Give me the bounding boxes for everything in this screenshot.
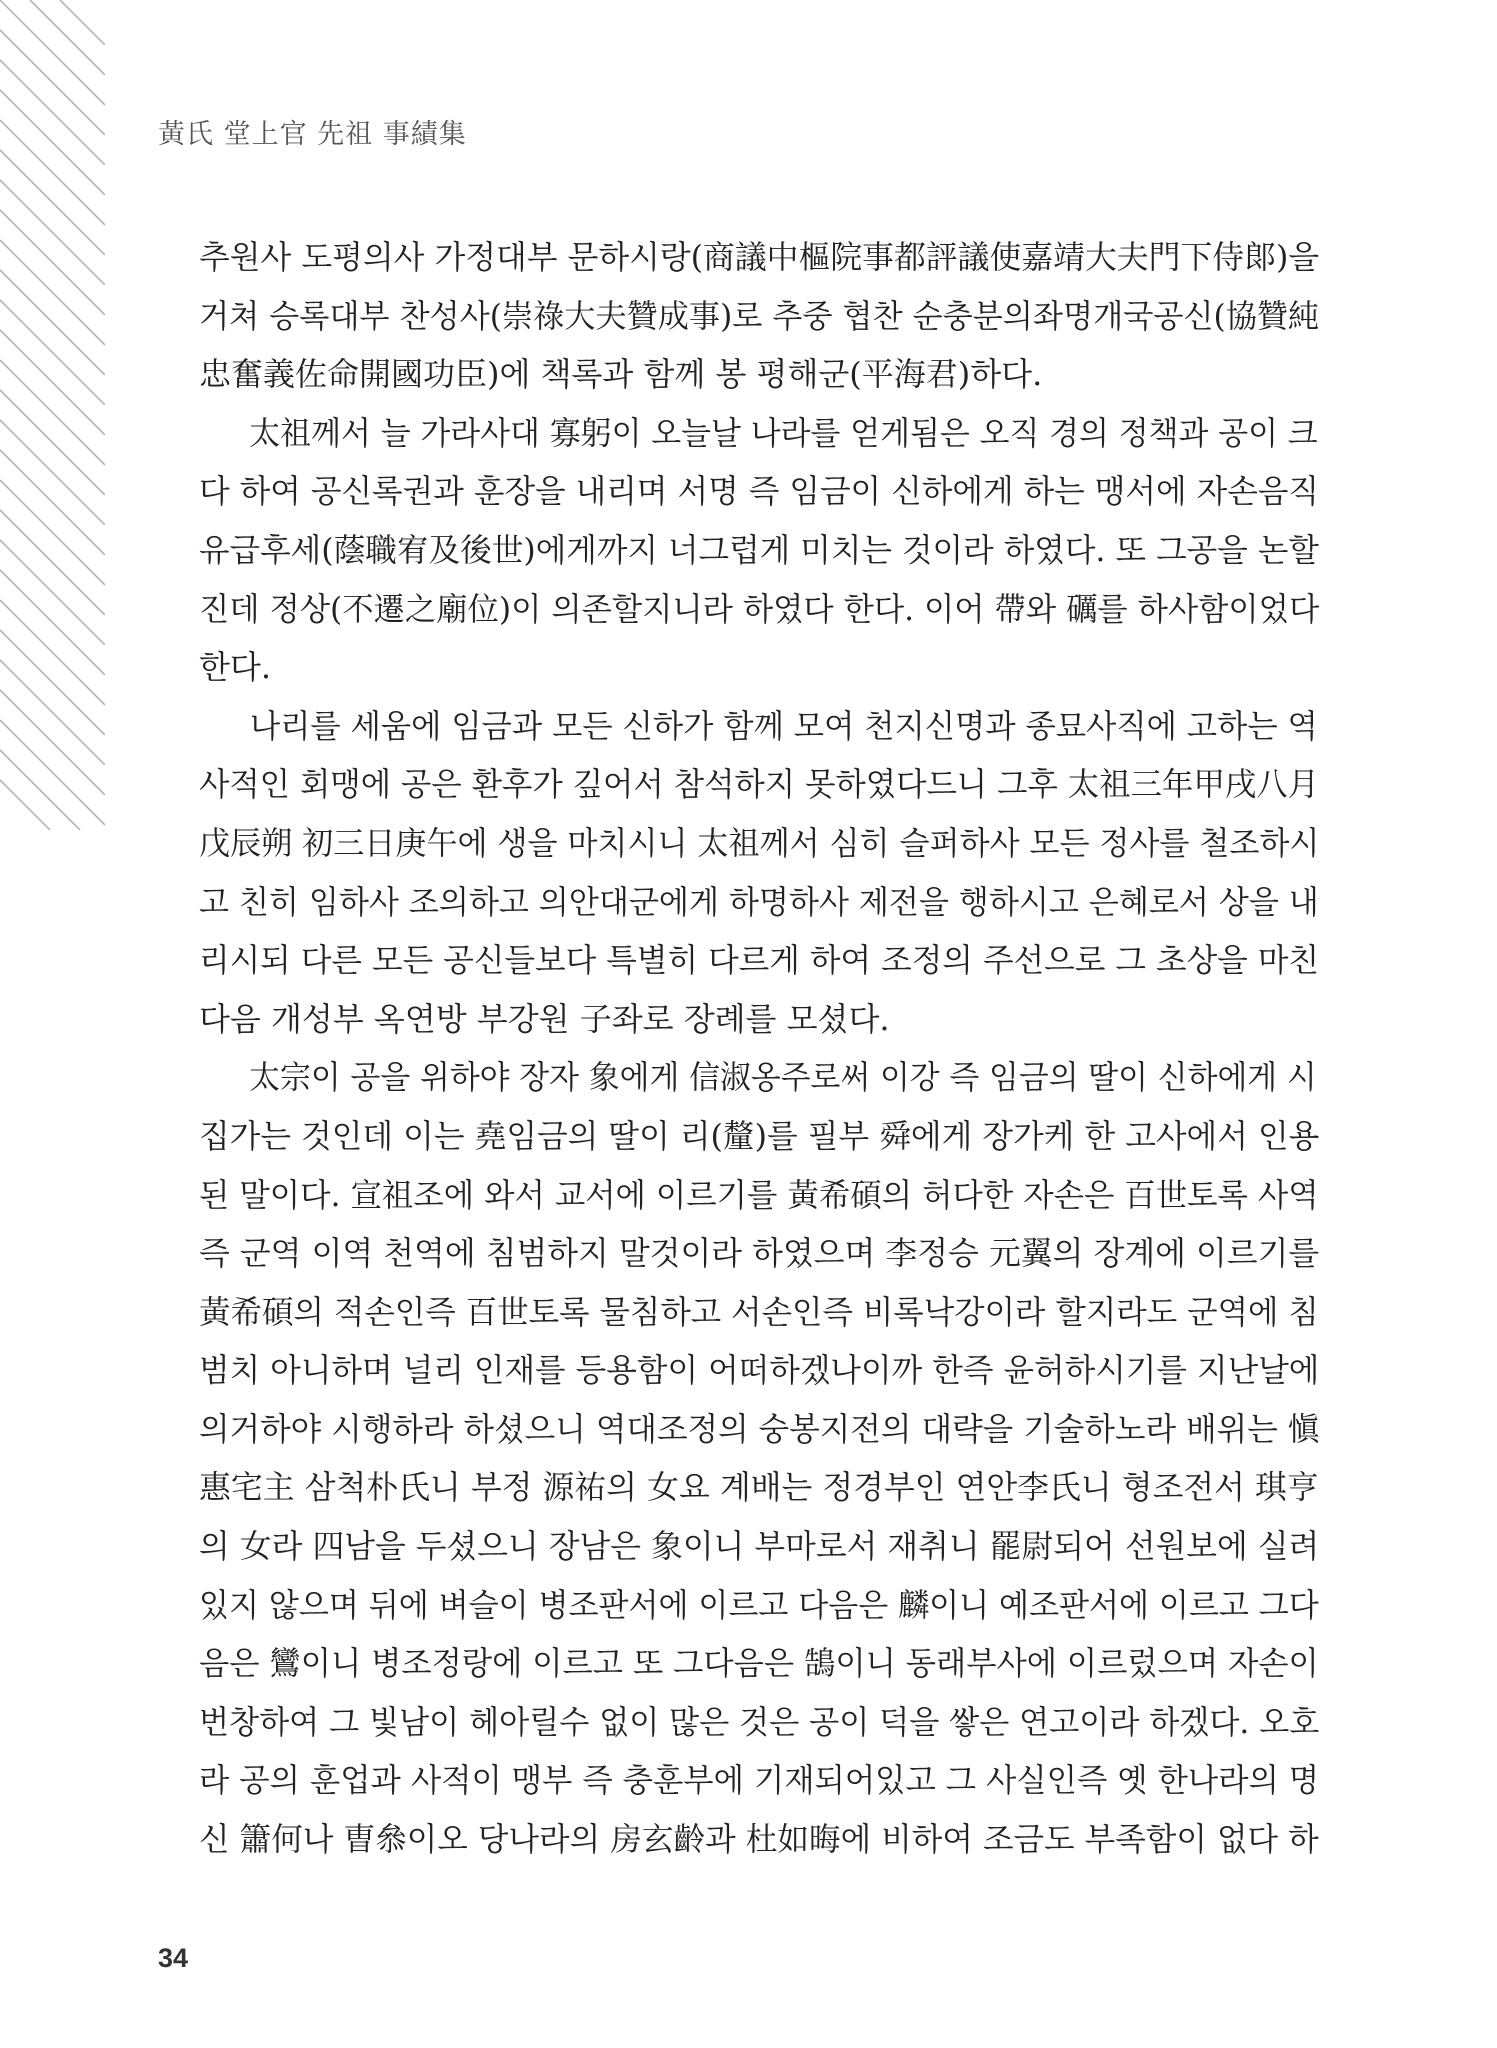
text-line: 黃希碩의 적손인즉 百世토록 물침하고 서손인즉 비록낙강이라 할지라도 군역에 침 <box>199 1292 1319 1331</box>
text-line: 라 공의 훈업과 사적이 맹부 즉 충훈부에 기재되어있고 그 사실인즉 옛 한나라의 명 <box>199 1761 1320 1800</box>
text-line: 추원사 도평의사 가정대부 문하시랑(商議中樞院事都評議使嘉靖大夫門下侍郞)을 <box>199 238 1320 276</box>
text-line: 의 女라 四남을 두셨으니 장남은 象이니 부마로서 재취니 罷尉되어 선원보에 실려 <box>199 1527 1320 1566</box>
text-line: 惠宅主 삼척朴氏니 부정 源祐의 女요 계배는 정경부인 연안李氏니 형조전서 琪亨 <box>199 1468 1319 1507</box>
corner-stripe-decoration <box>0 0 105 830</box>
text-line: 사적인 회맹에 공은 환후가 깊어서 참석하지 못하였다드니 그후 太祖三年甲戌八月 <box>199 765 1320 804</box>
body-text <box>199 228 1319 1869</box>
text-line: 된 말이다. 宣祖조에 와서 교서에 이르기를 黃希碩의 허다한 자손은 百世토록 사역 <box>199 1175 1319 1214</box>
text-line: 거쳐 승록대부 찬성사(崇祿大夫贊成事)로 추중 협찬 순충분의좌명개국공신(協贊純 <box>199 296 1320 335</box>
text-line: 있지 않으며 뒤에 벼슬이 병조판서에 이르고 다음은 麟이니 예조판서에 이르고 그다 <box>199 1585 1319 1624</box>
text-line: 의거하야 시행하라 하셨으니 역대조정의 숭봉지전의 대략을 기술하노라 배위는 愼 <box>199 1409 1320 1448</box>
text-line: 나리를 세움에 임금과 모든 신하가 함께 모여 천지신명과 종묘사직에 고하는 역 <box>249 706 1318 745</box>
text-line: 진데 정상(不遷之廟位)이 의존할지니라 하였다 한다. 이어 帶와 礪를 하사함이었다 <box>199 589 1320 628</box>
text-line: 다음 개성부 옥연방 부강원 子좌로 장례를 모셨다. <box>199 999 890 1038</box>
text-line: 집가는 것인데 이는 堯임금의 딸이 리(釐)를 필부 舜에게 장가케 한 고사에서 인용 <box>199 1116 1320 1155</box>
page-number: 34 <box>158 1943 189 1973</box>
running-header: 黃氏 堂上官 先祖 事績集 <box>158 119 467 150</box>
text-line: 음은 鸞이니 병조정랑에 이르고 또 그다음은 鵠이니 동래부사에 이르렀으며 자손이 <box>199 1644 1319 1683</box>
text-line: 범치 아니하며 널리 인재를 등용함이 어떠하겠나이까 한즉 윤허하시기를 지난날에 <box>199 1351 1320 1390</box>
text-line: 한다. <box>199 648 271 687</box>
text-line: 고 친히 임하사 조의하고 의안대군에게 하명하사 제전을 행하시고 은혜로서 상을 내 <box>199 882 1319 921</box>
text-line: 리시되 다른 모든 공신들보다 특별히 다르게 하여 조정의 주선으로 그 초상을 마친 <box>199 941 1320 980</box>
text-line: 忠奮義佐命開國功臣)에 책록과 함께 봉 평해군(平海君)하다. <box>199 355 1043 394</box>
text-line: 다 하여 공신록권과 훈장을 내리며 서명 즉 임금이 신하에게 하는 맹서에 자손음직 <box>199 472 1320 511</box>
text-line: 戊辰朔 初三日庚午에 생을 마치시니 太祖께서 심히 슬퍼하사 모든 정사를 철조하시 <box>199 823 1320 862</box>
text-line: 太宗이 공을 위하야 장자 象에게 信淑옹주로써 이강 즉 임금의 딸이 신하에게 시 <box>249 1058 1317 1097</box>
text-line: 太祖께서 늘 가라사대 寡躬이 오늘날 나라를 얻게됨은 오직 경의 정책과 공이 크 <box>249 413 1318 452</box>
text-line: 유급후세(蔭職宥及後世)에게까지 너그럽게 미치는 것이라 하였다. 또 그공을 논할 <box>199 530 1319 569</box>
text-line: 즉 군역 이역 천역에 침범하지 말것이라 하였으며 李정승 元翼의 장계에 이르기를 <box>199 1234 1320 1273</box>
text-line: 번창하여 그 빛남이 헤아릴수 없이 많은 것은 공이 덕을 쌓은 연고이라 하겠다. 오호 <box>199 1702 1320 1741</box>
text-line: 신 簫何나 曺叅이오 당나라의 房玄齡과 杜如晦에 비하여 조금도 부족함이 없다 하 <box>199 1820 1319 1859</box>
